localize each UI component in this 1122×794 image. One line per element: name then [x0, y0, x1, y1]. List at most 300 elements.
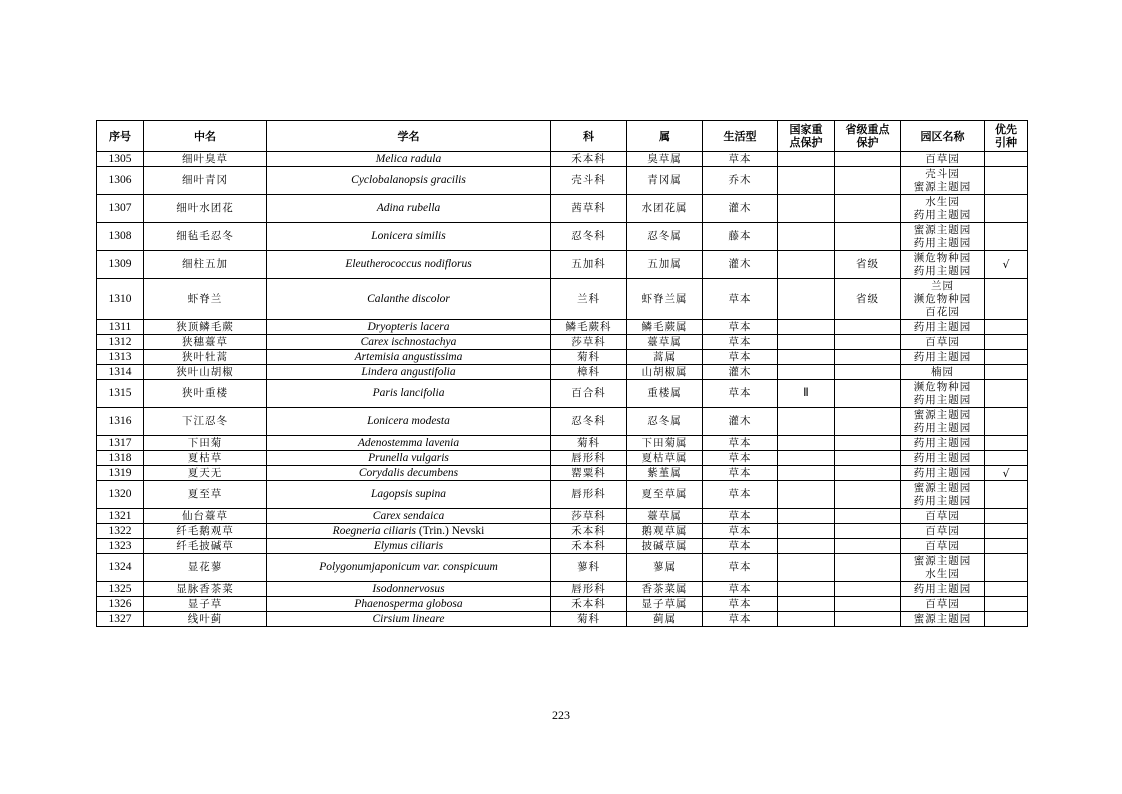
cell-scientific-name: [267, 251, 551, 279]
cell-garden-name: [901, 436, 985, 451]
cell-life-form: 乔木: [703, 167, 778, 195]
cell-national-protection: [778, 481, 835, 509]
cell-garden-name: [901, 251, 985, 279]
header-text: 省级重点: [845, 123, 890, 136]
cell-priority-introduction: [985, 320, 1028, 335]
cell-priority-introduction: [985, 408, 1028, 436]
cell-national-protection: [778, 466, 835, 481]
header-text: 保护: [856, 136, 879, 149]
header-text: 学名: [397, 129, 420, 143]
cell-genus: 香茶菜属: [627, 582, 703, 597]
cell-national-protection: [778, 279, 835, 320]
cell-family: 百合科: [551, 380, 627, 408]
garden-name: 药用主题园: [913, 466, 972, 479]
garden-name: 濒危物种园: [913, 251, 972, 264]
cell-genus: 忍冬属: [627, 408, 703, 436]
table-row: [97, 320, 1028, 335]
table-body: [97, 152, 1028, 627]
cell-priority-introduction: [985, 380, 1028, 408]
cell-chinese-name: 夏枯草: [144, 451, 267, 466]
cell-seq: 1322: [97, 524, 144, 539]
header-row: [97, 121, 1028, 152]
cell-genus: 山胡椒属: [627, 365, 703, 380]
cell-scientific-name: [267, 320, 551, 335]
cell-family: 莎草科: [551, 509, 627, 524]
cell-family: 禾本科: [551, 539, 627, 554]
cell-scientific-name: [267, 451, 551, 466]
cell-provincial-protection: [835, 597, 901, 612]
page-number: 223: [552, 708, 570, 722]
scientific-name: Adina rubella: [376, 202, 441, 214]
cell-genus: 蓼属: [627, 554, 703, 582]
cell-genus: 青冈属: [627, 167, 703, 195]
cell-seq: 1306: [97, 167, 144, 195]
cell-family: 兰科: [551, 279, 627, 320]
cell-garden-name: [901, 350, 985, 365]
cell-provincial-protection: [835, 612, 901, 627]
garden-name: 药用主题园: [913, 451, 972, 464]
cell-genus: 薹草属: [627, 335, 703, 350]
cell-garden-name: [901, 509, 985, 524]
garden-name: 壳斗园: [925, 167, 960, 180]
cell-seq: 1316: [97, 408, 144, 436]
cell-chinese-name: 纤毛鹅观草: [144, 524, 267, 539]
cell-national-protection: [778, 509, 835, 524]
cell-national-protection: [778, 335, 835, 350]
garden-name: 兰园: [931, 279, 954, 292]
cell-seq: 1317: [97, 436, 144, 451]
cell-national-protection: [778, 451, 835, 466]
cell-seq: 1326: [97, 597, 144, 612]
cell-seq: 1327: [97, 612, 144, 627]
cell-seq: 1314: [97, 365, 144, 380]
cell-life-form: 草本: [703, 451, 778, 466]
cell-national-protection: [778, 365, 835, 380]
cell-life-form: 灌木: [703, 365, 778, 380]
cell-provincial-protection: 省级: [835, 251, 901, 279]
scientific-name: Artemisia angustissima: [354, 350, 463, 363]
garden-name: 蜜源主题园: [913, 408, 972, 421]
cell-scientific-name: [267, 481, 551, 509]
cell-garden-name: [901, 365, 985, 380]
cell-priority-introduction: [985, 279, 1028, 320]
table-row: [97, 451, 1028, 466]
table-row: [97, 380, 1028, 408]
scientific-name: Isodonnervosus: [372, 582, 445, 595]
cell-chinese-name: 下田菊: [144, 436, 267, 451]
cell-garden-name: [901, 152, 985, 167]
cell-life-form: 草本: [703, 539, 778, 554]
scientific-name: Lagopsis supina: [370, 488, 447, 500]
cell-genus: 忍冬属: [627, 223, 703, 251]
header-family: [551, 121, 627, 152]
cell-priority-introduction: [985, 554, 1028, 582]
cell-genus: 薹草属: [627, 509, 703, 524]
cell-family: 莎草科: [551, 335, 627, 350]
cell-provincial-protection: 省级: [835, 279, 901, 320]
cell-garden-name: [901, 380, 985, 408]
cell-national-protection: [778, 539, 835, 554]
cell-garden-name: [901, 597, 985, 612]
cell-family: 茜草科: [551, 195, 627, 223]
garden-name: 药用主题园: [913, 264, 972, 277]
garden-name: 蜜源主题园: [913, 554, 972, 567]
scientific-name: Elymus ciliaris: [373, 539, 444, 552]
cell-seq: 1313: [97, 350, 144, 365]
cell-chinese-name: 狭叶重楼: [144, 380, 267, 408]
cell-family: 唇形科: [551, 582, 627, 597]
scientific-name: Carex ischnostachya: [360, 335, 457, 348]
scientific-name: Phaenosperma globosa: [354, 597, 463, 610]
cell-life-form: 草本: [703, 597, 778, 612]
cell-scientific-name: [267, 350, 551, 365]
cell-life-form: 藤本: [703, 223, 778, 251]
cell-chinese-name: 仙台薹草: [144, 509, 267, 524]
cell-family: 蓼科: [551, 554, 627, 582]
scientific-name: Dryopteris lacera: [367, 320, 450, 333]
cell-priority-introduction: [985, 436, 1028, 451]
cell-life-form: 草本: [703, 152, 778, 167]
cell-provincial-protection: [835, 365, 901, 380]
cell-family: 菊科: [551, 350, 627, 365]
cell-life-form: 草本: [703, 612, 778, 627]
table-row: [97, 554, 1028, 582]
cell-garden-name: [901, 408, 985, 436]
cell-life-form: 草本: [703, 554, 778, 582]
cell-genus: 重楼属: [627, 380, 703, 408]
garden-name: 百草园: [925, 152, 960, 165]
garden-name: 水生园: [925, 567, 960, 580]
cell-life-form: 草本: [703, 380, 778, 408]
table-row: [97, 408, 1028, 436]
cell-seq: 1315: [97, 380, 144, 408]
species-table: [96, 120, 1028, 627]
cell-priority-introduction: [985, 481, 1028, 509]
cell-chinese-name: 纤毛披碱草: [144, 539, 267, 554]
cell-provincial-protection: [835, 320, 901, 335]
header-garden-name: [901, 121, 985, 152]
cell-seq: 1319: [97, 466, 144, 481]
cell-priority-introduction: [985, 195, 1028, 223]
cell-garden-name: [901, 320, 985, 335]
garden-name: 百草园: [925, 597, 960, 610]
cell-life-form: 草本: [703, 335, 778, 350]
table-row: [97, 335, 1028, 350]
scientific-name: Melica radula: [375, 152, 442, 165]
cell-garden-name: [901, 466, 985, 481]
cell-family: 禾本科: [551, 152, 627, 167]
scientific-name: Corydalis decumbens: [358, 466, 459, 479]
cell-provincial-protection: [835, 539, 901, 554]
scientific-name: Calanthe discolor: [367, 292, 450, 305]
cell-seq: 1320: [97, 481, 144, 509]
cell-chinese-name: 显脉香茶菜: [144, 582, 267, 597]
cell-scientific-name: [267, 539, 551, 554]
cell-priority-introduction: [985, 350, 1028, 365]
cell-priority-introduction: [985, 335, 1028, 350]
cell-provincial-protection: [835, 466, 901, 481]
cell-chinese-name: 狭穗薹草: [144, 335, 267, 350]
cell-national-protection: [778, 350, 835, 365]
cell-provincial-protection: [835, 524, 901, 539]
cell-scientific-name: [267, 524, 551, 539]
cell-genus: 夏至草属: [627, 481, 703, 509]
header-seq: [97, 121, 144, 152]
cell-genus: 臭草属: [627, 152, 703, 167]
table-row: [97, 279, 1028, 320]
garden-name: 百草园: [925, 539, 960, 552]
garden-name: 蜜源主题园: [913, 180, 972, 193]
garden-name: 蜜源主题园: [913, 223, 972, 236]
cell-chinese-name: 细叶臭草: [144, 152, 267, 167]
cell-scientific-name: [267, 152, 551, 167]
cell-genus: 鳞毛蕨属: [627, 320, 703, 335]
cell-genus: 鹅观草属: [627, 524, 703, 539]
cell-family: 壳斗科: [551, 167, 627, 195]
table-row: [97, 539, 1028, 554]
cell-priority-introduction: [985, 509, 1028, 524]
garden-name: 药用主题园: [913, 421, 972, 434]
table-row: [97, 167, 1028, 195]
table-row: [97, 436, 1028, 451]
cell-scientific-name: [267, 195, 551, 223]
cell-scientific-name: [267, 167, 551, 195]
cell-scientific-name: [267, 597, 551, 612]
author-citation: (Trin.) Nevski: [416, 524, 485, 537]
cell-seq: 1308: [97, 223, 144, 251]
scientific-name: Lindera angustifolia: [361, 365, 456, 378]
header-priority-introduction: [985, 121, 1028, 152]
cell-national-protection: [778, 612, 835, 627]
cell-seq: 1307: [97, 195, 144, 223]
header-text: 园区名称: [920, 129, 965, 143]
cell-seq: 1325: [97, 582, 144, 597]
cell-national-protection: [778, 554, 835, 582]
cell-genus: 五加属: [627, 251, 703, 279]
cell-family: 五加科: [551, 251, 627, 279]
cell-life-form: 草本: [703, 524, 778, 539]
cell-genus: 虾脊兰属: [627, 279, 703, 320]
cell-scientific-name: [267, 582, 551, 597]
cell-genus: 显子草属: [627, 597, 703, 612]
cell-chinese-name: 下江忍冬: [144, 408, 267, 436]
cell-life-form: 草本: [703, 582, 778, 597]
cell-genus: 蒿属: [627, 350, 703, 365]
cell-family: 禾本科: [551, 597, 627, 612]
cell-seq: 1323: [97, 539, 144, 554]
cell-genus: 紫堇属: [627, 466, 703, 481]
cell-chinese-name: 显花蓼: [144, 554, 267, 582]
scientific-name: Eleutherococcus nodiflorus: [345, 258, 472, 270]
cell-chinese-name: 狭顶鳞毛蕨: [144, 320, 267, 335]
cell-seq: 1312: [97, 335, 144, 350]
cell-scientific-name: [267, 466, 551, 481]
cell-family: 禾本科: [551, 524, 627, 539]
cell-provincial-protection: [835, 451, 901, 466]
table-row: [97, 223, 1028, 251]
cell-national-protection: [778, 223, 835, 251]
cell-family: 菊科: [551, 612, 627, 627]
scientific-name: Lonicera modesta: [367, 415, 450, 427]
table-row: [97, 195, 1028, 223]
cell-garden-name: [901, 524, 985, 539]
cell-family: 忍冬科: [551, 223, 627, 251]
cell-chinese-name: 狭叶山胡椒: [144, 365, 267, 380]
cell-national-protection: [778, 167, 835, 195]
cell-genus: 水团花属: [627, 195, 703, 223]
cell-life-form: 灌木: [703, 195, 778, 223]
cell-chinese-name: 细叶水团花: [144, 195, 267, 223]
cell-provincial-protection: [835, 350, 901, 365]
cell-garden-name: [901, 335, 985, 350]
cell-family: 樟科: [551, 365, 627, 380]
garden-name: 百草园: [925, 509, 960, 522]
cell-priority-introduction: √: [985, 251, 1028, 279]
cell-chinese-name: 细毡毛忍冬: [144, 223, 267, 251]
garden-name: 药用主题园: [913, 320, 972, 333]
cell-provincial-protection: [835, 152, 901, 167]
cell-seq: 1318: [97, 451, 144, 466]
cell-seq: 1324: [97, 554, 144, 582]
cell-chinese-name: 线叶蓟: [144, 612, 267, 627]
cell-scientific-name: [267, 223, 551, 251]
cell-garden-name: [901, 195, 985, 223]
garden-name: 药用主题园: [913, 582, 972, 595]
header-text: 序号: [109, 129, 131, 143]
cell-life-form: 草本: [703, 509, 778, 524]
cell-priority-introduction: [985, 597, 1028, 612]
cell-priority-introduction: [985, 539, 1028, 554]
cell-family: 鳞毛蕨科: [551, 320, 627, 335]
cell-chinese-name: 夏天无: [144, 466, 267, 481]
table-row: [97, 481, 1028, 509]
cell-provincial-protection: [835, 481, 901, 509]
cell-provincial-protection: [835, 380, 901, 408]
cell-chinese-name: 细柱五加: [144, 251, 267, 279]
cell-provincial-protection: [835, 509, 901, 524]
scientific-name: Adenostemma lavenia: [357, 436, 460, 449]
cell-priority-introduction: [985, 451, 1028, 466]
cell-scientific-name: [267, 365, 551, 380]
scientific-name: Cirsium lineare: [372, 612, 445, 625]
header-text: 优先: [995, 123, 1017, 136]
table-row: [97, 509, 1028, 524]
garden-name: 药用主题园: [913, 350, 972, 363]
header-text: 引种: [995, 136, 1017, 149]
table-row: [97, 365, 1028, 380]
garden-name: 药用主题园: [913, 436, 972, 449]
cell-genus: 披碱草属: [627, 539, 703, 554]
cell-provincial-protection: [835, 195, 901, 223]
cell-seq: 1321: [97, 509, 144, 524]
cell-chinese-name: 细叶青冈: [144, 167, 267, 195]
cell-life-form: 草本: [703, 466, 778, 481]
scientific-name: Cyclobalanopsis gracilis: [351, 174, 466, 186]
cell-garden-name: [901, 279, 985, 320]
cell-life-form: 灌木: [703, 408, 778, 436]
header-text: 国家重: [789, 123, 823, 136]
cell-genus: 下田菊属: [627, 436, 703, 451]
garden-name: 药用主题园: [913, 208, 972, 221]
header-chinese-name: [144, 121, 267, 152]
cell-life-form: 草本: [703, 436, 778, 451]
garden-name: 药用主题园: [913, 393, 972, 406]
garden-name: 药用主题园: [913, 236, 972, 249]
cell-life-form: 灌木: [703, 251, 778, 279]
cell-life-form: 草本: [703, 350, 778, 365]
cell-garden-name: [901, 582, 985, 597]
cell-family: 忍冬科: [551, 408, 627, 436]
cell-provincial-protection: [835, 335, 901, 350]
cell-scientific-name: [267, 554, 551, 582]
table-row: [97, 466, 1028, 481]
cell-scientific-name: [267, 509, 551, 524]
garden-name: 蜜源主题园: [913, 612, 972, 625]
cell-garden-name: [901, 481, 985, 509]
cell-scientific-name: [267, 335, 551, 350]
garden-name: 百草园: [925, 524, 960, 537]
cell-priority-introduction: [985, 612, 1028, 627]
table-row: [97, 612, 1028, 627]
header-genus: [627, 121, 703, 152]
garden-name: 药用主题园: [913, 494, 972, 507]
header-scientific-name: [267, 121, 551, 152]
cell-scientific-name: [267, 612, 551, 627]
table-header: [97, 121, 1028, 152]
garden-name: 濒危物种园: [913, 292, 972, 305]
cell-life-form: 草本: [703, 320, 778, 335]
cell-family: 菊科: [551, 436, 627, 451]
garden-name: 蜜源主题园: [913, 481, 972, 494]
cell-national-protection: [778, 582, 835, 597]
cell-scientific-name: [267, 408, 551, 436]
header-text: 点保护: [789, 136, 823, 149]
cell-seq: 1305: [97, 152, 144, 167]
cell-priority-introduction: [985, 167, 1028, 195]
cell-priority-introduction: [985, 524, 1028, 539]
cell-seq: 1310: [97, 279, 144, 320]
cell-genus: 蓟属: [627, 612, 703, 627]
cell-national-protection: [778, 436, 835, 451]
cell-garden-name: [901, 539, 985, 554]
cell-priority-introduction: [985, 365, 1028, 380]
cell-garden-name: [901, 612, 985, 627]
scientific-name: Lonicera similis: [371, 230, 446, 242]
cell-garden-name: [901, 451, 985, 466]
garden-name: 濒危物种园: [913, 380, 972, 393]
table-row: [97, 251, 1028, 279]
cell-scientific-name: [267, 436, 551, 451]
header-life-form: [703, 121, 778, 152]
table-row: [97, 350, 1028, 365]
cell-priority-introduction: [985, 223, 1028, 251]
scientific-name: Carex sendaica: [372, 509, 445, 522]
header-text: 中名: [194, 129, 216, 143]
cell-national-protection: [778, 524, 835, 539]
header-provincial-protection: [835, 121, 901, 152]
scientific-name: Roegneria ciliaris: [332, 524, 417, 537]
header-text: 科: [583, 129, 594, 143]
cell-garden-name: [901, 167, 985, 195]
cell-national-protection: [778, 320, 835, 335]
cell-chinese-name: 虾脊兰: [144, 279, 267, 320]
cell-seq: 1309: [97, 251, 144, 279]
cell-scientific-name: [267, 380, 551, 408]
cell-family: 唇形科: [551, 451, 627, 466]
cell-scientific-name: [267, 279, 551, 320]
cell-provincial-protection: [835, 167, 901, 195]
cell-national-protection: [778, 597, 835, 612]
